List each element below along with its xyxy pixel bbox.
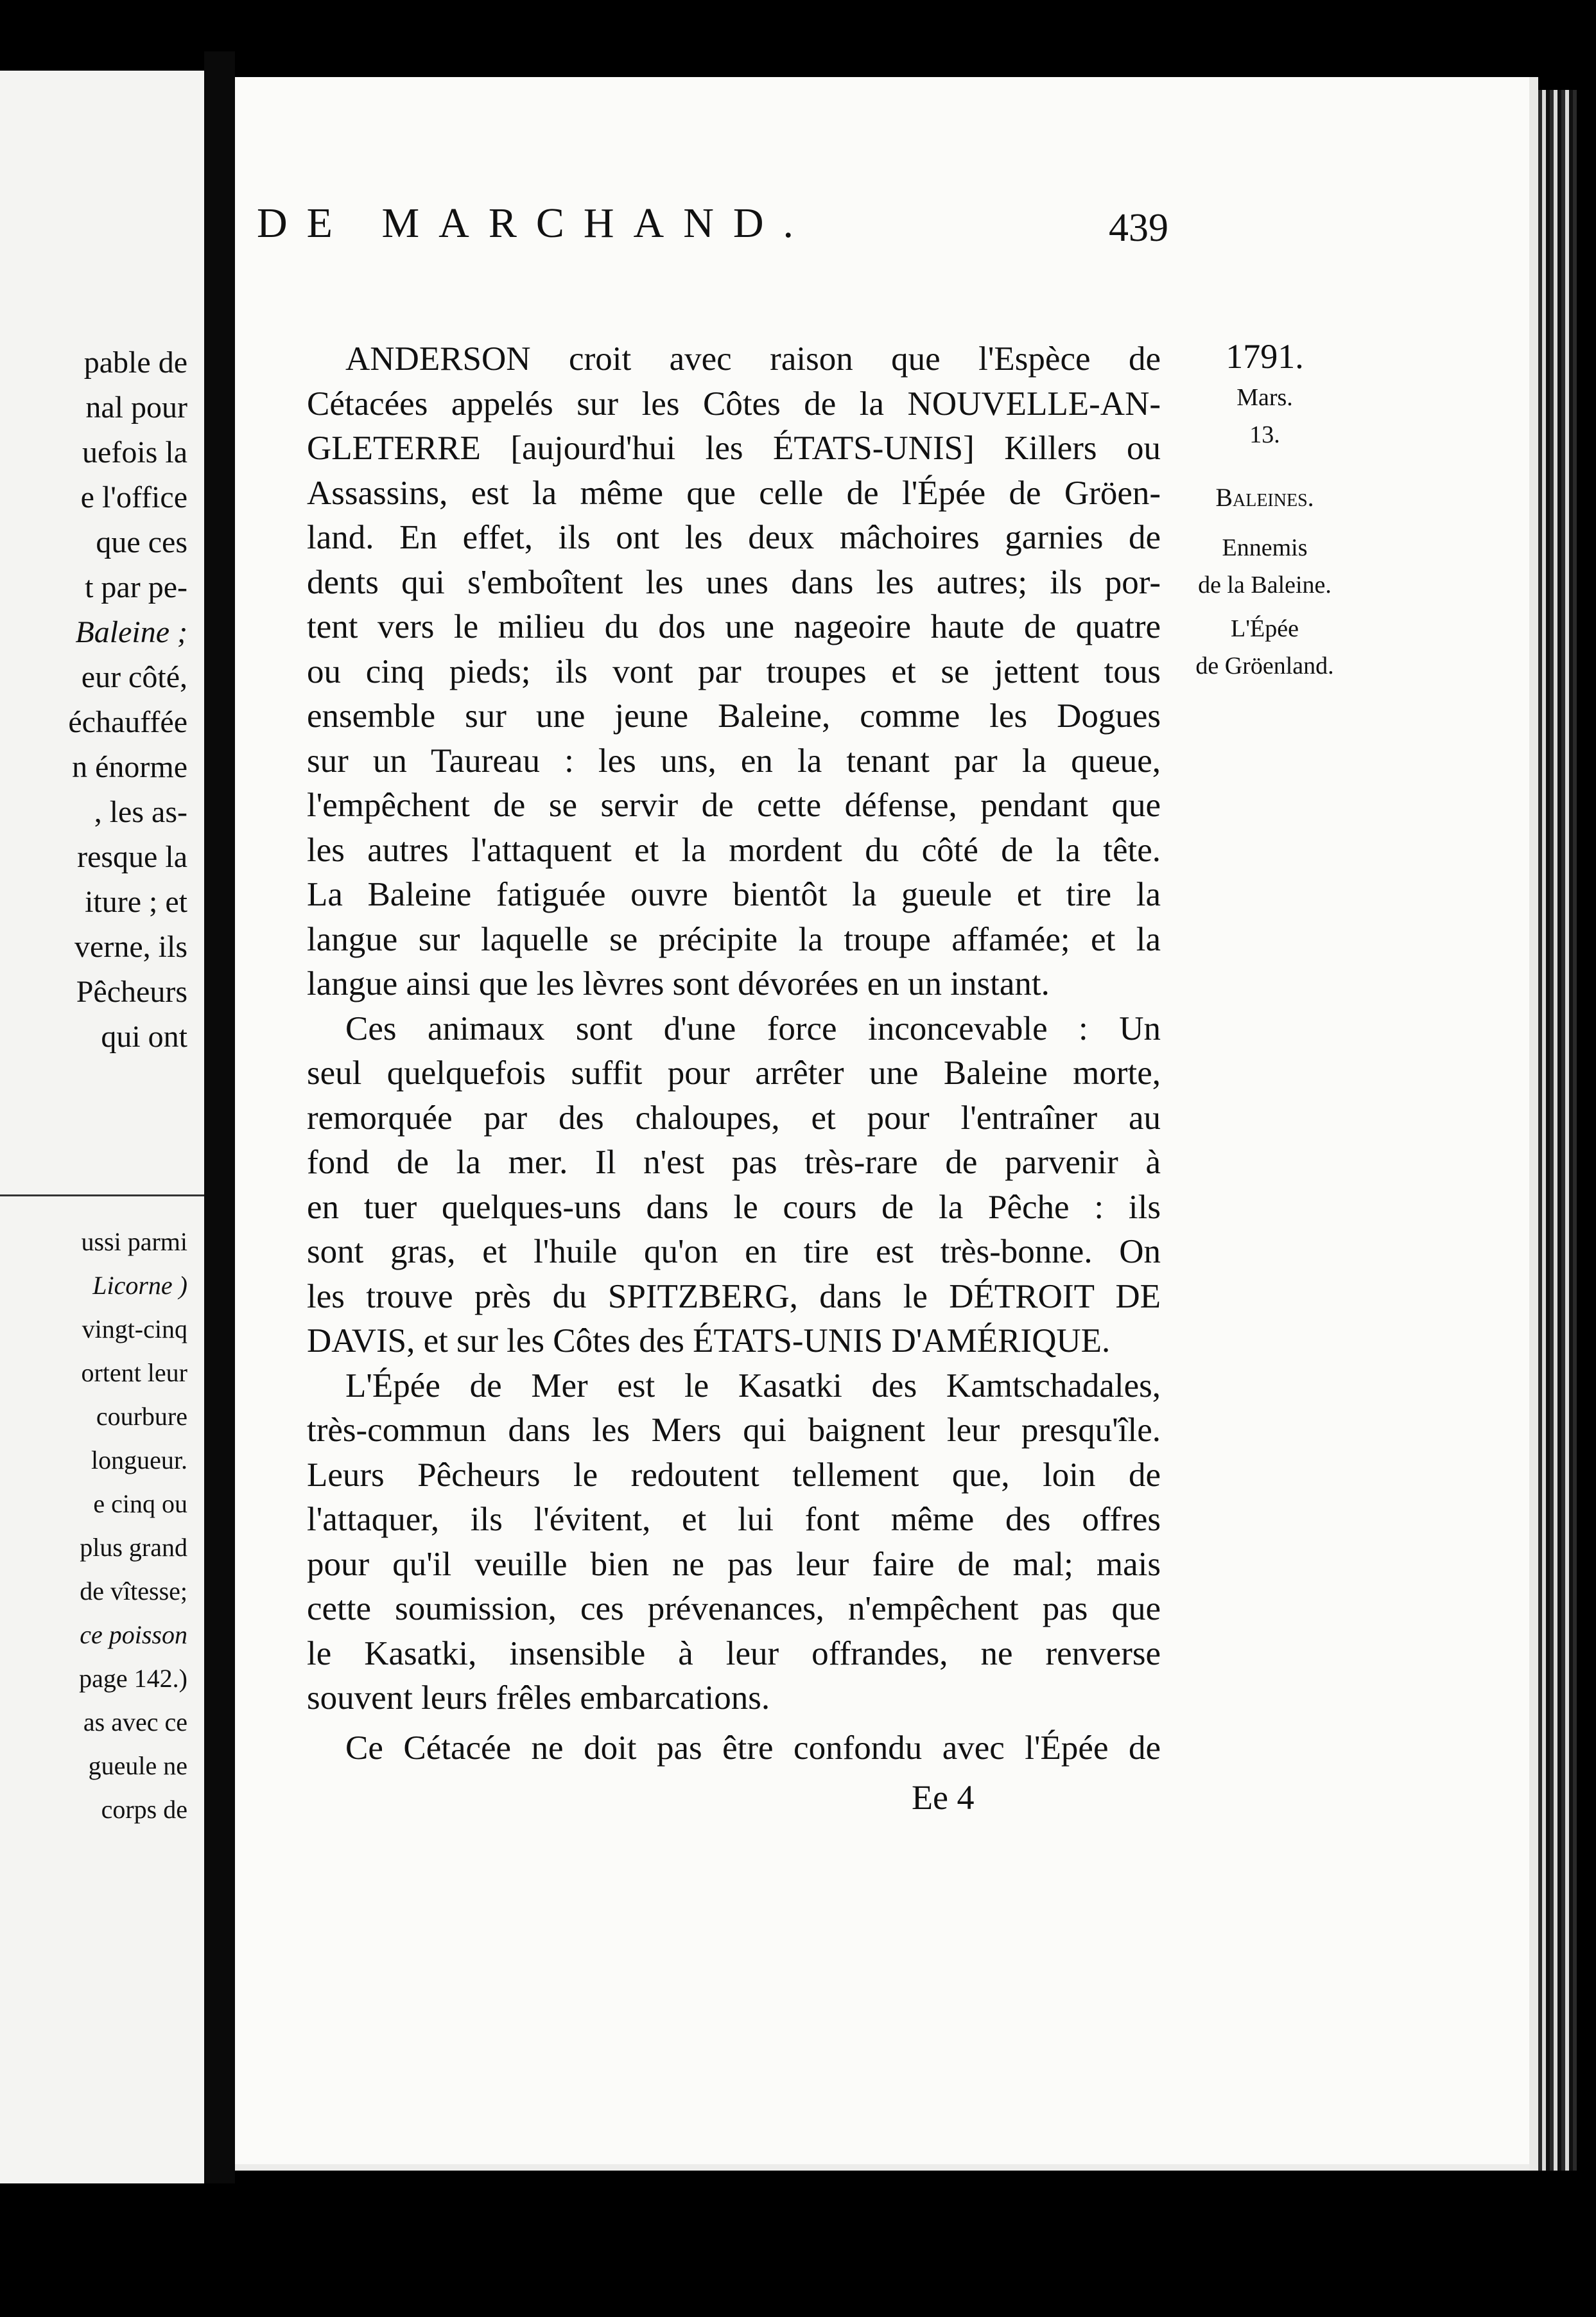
- left-note-line: vingt-cinq: [82, 1315, 187, 1343]
- margin-note: Ennemis: [1222, 534, 1308, 561]
- left-line: Pêcheurs: [76, 975, 187, 1009]
- margin-day: 13.: [1249, 421, 1280, 448]
- text-line: cette soumission, ces prévenances, n'empêchent pas que: [307, 1590, 1161, 1627]
- left-line: , les as-: [94, 795, 187, 829]
- text-line: pour qu'il veuille bien ne pas leur faire de mal; mais: [307, 1545, 1161, 1583]
- left-note-line: corps de: [101, 1795, 187, 1824]
- left-note-line: ussi parmi: [81, 1227, 187, 1256]
- margin-month: Mars.: [1236, 384, 1293, 411]
- left-line: resque la: [77, 840, 187, 874]
- left-line: iture ; et: [85, 885, 187, 919]
- left-line: échauffée: [68, 705, 187, 739]
- text-line: sont gras, et l'huile qu'on en tire est très-bonne. On: [307, 1233, 1161, 1270]
- footnote-rule: [0, 1194, 204, 1196]
- left-line: e l'office: [80, 480, 187, 514]
- running-head: [257, 199, 1168, 257]
- left-line: eur côté,: [81, 660, 187, 694]
- margin-year: 1791.: [1226, 337, 1304, 376]
- text-line: en tuer quelques-uns dans le cours de la Pêche : ils: [307, 1188, 1161, 1226]
- margin-topic: Baleines.: [1215, 483, 1314, 512]
- left-note-line: plus grand: [80, 1533, 187, 1562]
- book-spine: [204, 51, 235, 2183]
- text-line: Assassins, est la même que celle de l'Épée de Gröen-: [307, 474, 1161, 512]
- text-line: DAVIS, et sur les Côtes des ÉTATS-UNIS D'AMÉRIQUE.: [307, 1322, 1111, 1360]
- text-line: land. En effet, ils ont les deux mâchoires garnies de: [307, 519, 1161, 556]
- left-note-line: courbure: [96, 1402, 187, 1431]
- left-line: pable de: [83, 345, 187, 380]
- left-note-line: de vîtesse;: [80, 1577, 187, 1605]
- left-line: verne, ils: [74, 930, 187, 964]
- left-page-fragment: [0, 71, 206, 2183]
- text-line: Ces animaux sont d'une force inconcevable : Un: [345, 1010, 1161, 1047]
- left-note-line: gueule ne: [88, 1751, 187, 1780]
- left-note-line: Licorne ): [92, 1271, 187, 1300]
- running-title: DE MARCHAND.: [257, 200, 813, 247]
- text-line: La Baleine fatiguée ouvre bientôt la gueule et tire la: [307, 876, 1161, 913]
- left-line: que ces: [96, 525, 187, 559]
- text-line: ANDERSON croit avec raison que l'Espèce de: [345, 340, 1161, 378]
- left-note-line: ce poisson: [80, 1620, 187, 1649]
- left-line: qui ont: [101, 1020, 187, 1054]
- left-note-line: as avec ce: [83, 1708, 187, 1736]
- page-number: 439: [1109, 206, 1168, 250]
- margin-note: de Gröenland.: [1195, 652, 1334, 679]
- left-line: t par pe-: [85, 570, 187, 604]
- margin-notes: [1168, 334, 1361, 685]
- text-line: GLETERRE [aujourd'hui les ÉTATS-UNIS] Killers ou: [307, 430, 1161, 467]
- text-line: fond de la mer. Il n'est pas très-rare de parvenir à: [307, 1144, 1161, 1181]
- text-line: les autres l'attaquent et la mordent du côté de la tête.: [307, 831, 1161, 869]
- left-line: n énorme: [72, 750, 187, 784]
- signature-mark: Ee 4: [912, 1778, 975, 1817]
- text-line: tent vers le milieu du dos une nageoire haute de quatre: [307, 608, 1161, 645]
- left-page-text: [0, 340, 187, 1060]
- margin-note: de la Baleine.: [1198, 572, 1331, 599]
- margin-note: L'Épée: [1230, 615, 1299, 642]
- left-note-line: ortent leur: [81, 1358, 187, 1387]
- text-line: l'attaquer, ils l'évitent, et lui font même des offres: [307, 1501, 1161, 1538]
- text-line: les trouve près du SPITZBERG, dans le DÉTROIT DE: [307, 1277, 1161, 1315]
- text-line: l'empêchent de se servir de cette défense, pendant que: [307, 787, 1161, 824]
- text-line: langue ainsi que les lèvres sont dévorées en un instant.: [307, 965, 1050, 1002]
- text-line: seul quelquefois suffit pour arrêter une Baleine morte,: [307, 1054, 1161, 1092]
- text-line: souvent leurs frêles embarcations.: [307, 1679, 770, 1717]
- text-line: dents qui s'emboîtent les unes dans les autres; ils por-: [307, 563, 1161, 601]
- left-line: uefois la: [82, 435, 187, 469]
- text-line: Cétacées appelés sur les Côtes de la NOUVELLE-AN-: [307, 385, 1161, 423]
- left-note-line: e cinq ou: [93, 1489, 187, 1518]
- body-text: [307, 337, 1161, 1771]
- text-line: remorquée par des chaloupes, et pour l'entraîner au: [307, 1099, 1161, 1137]
- text-line: sur un Taureau : les uns, en la tenant par la queue,: [307, 742, 1161, 780]
- left-page-footnotes: [0, 1220, 187, 1832]
- text-line: L'Épée de Mer est le Kasatki des Kamtschadales,: [345, 1367, 1161, 1404]
- text-line: très-commun dans les Mers qui baignent leur presqu'île.: [307, 1412, 1161, 1449]
- text-line: le Kasatki, insensible à leur offrandes, ne renverse: [307, 1634, 1161, 1672]
- text-line: langue sur laquelle se précipite la troupe affamée; et la: [307, 920, 1161, 958]
- text-line: ou cinq pieds; ils vont par troupes et se jettent tous: [307, 652, 1161, 690]
- left-line: Baleine ;: [75, 615, 187, 649]
- page-edge: [1538, 90, 1577, 2171]
- left-note-line: longueur.: [91, 1446, 187, 1474]
- text-line: ensemble sur une jeune Baleine, comme les Dogues: [307, 697, 1161, 735]
- left-line: nal pour: [85, 390, 187, 424]
- left-note-line: page 142.): [79, 1664, 187, 1693]
- text-line: Ce Cétacée ne doit pas être confondu avec l'Épée de: [345, 1729, 1161, 1767]
- text-line: Leurs Pêcheurs le redoutent tellement que, loin de: [307, 1456, 1161, 1494]
